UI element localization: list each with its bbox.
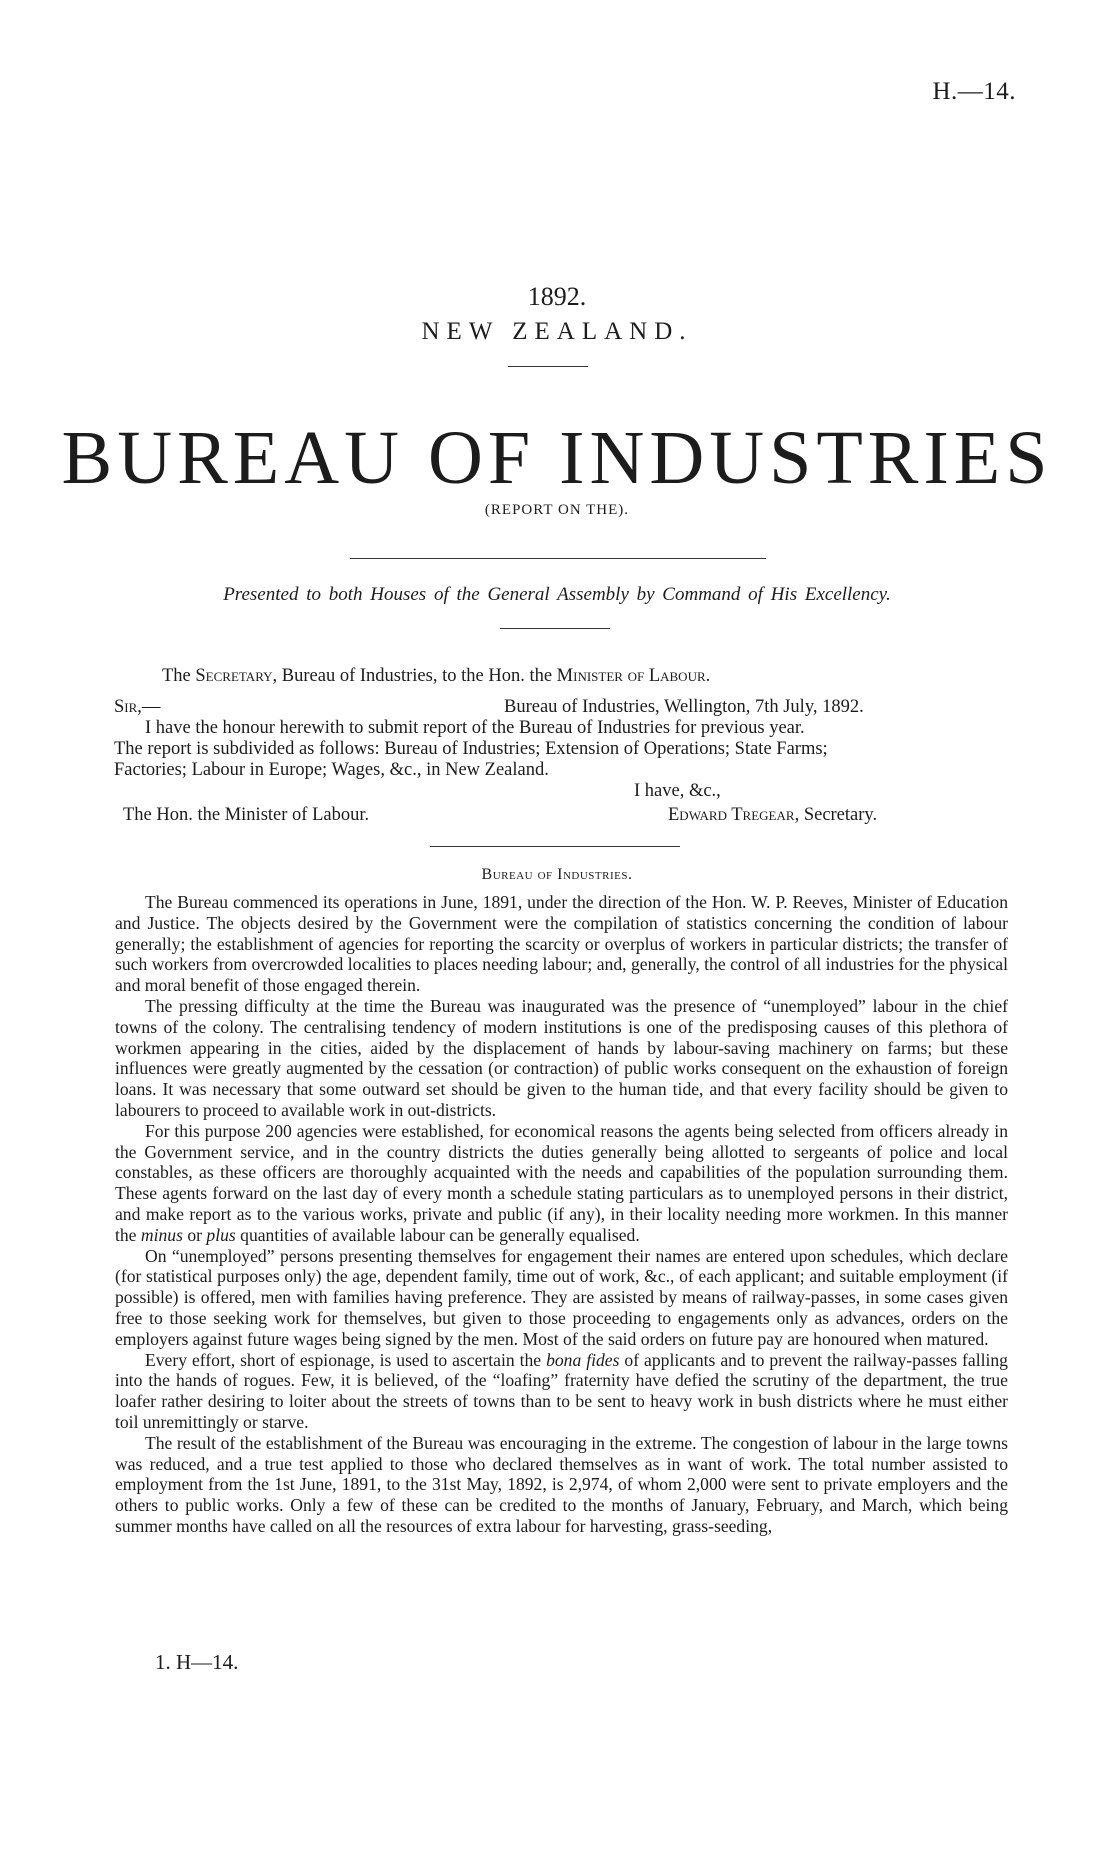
letter-body-line: The report is subdivided as follows: Bureau of Industries; Extension of Operations; State Farms; bbox=[114, 739, 828, 759]
divider bbox=[500, 628, 610, 629]
paper-reference-number: H.—14. bbox=[932, 78, 1016, 105]
letter-heading: The Secretary, Bureau of Industries, to the Hon. the Minister of Labour. bbox=[162, 666, 711, 686]
letter-closing: I have, &c., bbox=[634, 781, 721, 801]
divider bbox=[508, 366, 588, 367]
paragraph: The pressing difficulty at the time the Bureau was inaugurated was the presence of “unemployed” labour in the chief towns of the colony. The centralising tendency of modern institutions is one of the predisposing causes of this plethora of workmen appearing in the cities, aided by the displacement of hands by labour-saving machinery on farms; but these influences were greatly augmented by the cessation (or contraction) of public works consequent on the exhaustion of foreign loans. It was necessary that some outward set should be given to the human tide, and that every facility should be given to labourers to proceed to available work in out-districts. bbox=[115, 995, 1008, 1120]
paragraph: The Bureau commenced its operations in June, 1891, under the direction of the Hon. W. P. Reeves, Minister of Education and Justice. The objects desired by the Government were the compilation of statistics concerning the condition of labour generally; the establishment of agencies for reporting the scarcity or overplus of workers in particular districts; the transfer of such workers from overcrowded localities to places needing labour; and, generally, the control of all industries for the physical and moral benefit of those engaged therein. bbox=[115, 892, 1008, 996]
paragraph: The result of the establishment of the Bureau was encouraging in the extreme. The congestion of labour in the large towns was reduced, and a true test applied to those who declared themselves as in want of work. The total number assisted to employment from the 1st June, 1891, to the 31st May, 1892, is 2,974, of whom 2,000 were sent to private employers and the others to public works. Only a few of these can be credited to the months of January, February, and March, which being summer months have called on all the resources of extra labour for harvesting, grass-seeding, bbox=[115, 1432, 1008, 1536]
divider bbox=[430, 846, 680, 847]
country-heading: NEW ZEALAND. bbox=[421, 318, 693, 345]
letter-address: Bureau of Industries, Wellington, 7th July, 1892. bbox=[504, 697, 864, 717]
letter-recipient: The Hon. the Minister of Labour. bbox=[123, 805, 370, 825]
salutation: Sir,— bbox=[114, 697, 161, 717]
paragraph: For this purpose 200 agencies were established, for economical reasons the agents being selected from officers already in the Government service, and in the country districts the duties generally being allotted to sergeants of police and local constables, as these officers are thoroughly acquainted with the needs and capabilities of the population surrounding them. These agents forward on the last day of every month a schedule stating particulars as to unemployed persons in their district, and make report as to the various works, private and public (if any), in their locality needing more workmen. In this manner the minus or plus quantities of available labour can be generally equalised. bbox=[115, 1120, 1008, 1245]
paragraph: On “unemployed” persons presenting themselves for engagement their names are entered upon schedules, which declare (for statistical purposes only) the age, dependent family, time out of work, &c., of each applicant; and suitable employment (if possible) is offered, men with families having preference. They are assisted by means of railway-passes, in some cases given free to those seeking work for themselves, but given to those proceeding to engagements only as advances, orders on the employers against future wages being signed by the men. Most of the said orders on future pay are honoured when matured. bbox=[115, 1245, 1008, 1349]
presented-note: Presented to both Houses of the General Assembly by Command of His Excellency. bbox=[223, 584, 891, 605]
year: 1892. bbox=[527, 282, 587, 311]
letter-body-line: Factories; Labour in Europe; Wages, &c., in New Zealand. bbox=[114, 760, 549, 780]
page-footer: 1. H—14. bbox=[155, 1650, 239, 1674]
letter-signature: Edward Tregear, Secretary. bbox=[668, 805, 878, 825]
section-heading: Bureau of Industries. bbox=[481, 866, 633, 883]
divider bbox=[350, 558, 766, 559]
section-body bbox=[115, 892, 1008, 1537]
report-subtitle: (REPORT ON THE). bbox=[484, 502, 630, 518]
report-title: BUREAU OF INDUSTRIES bbox=[61, 416, 1053, 500]
paragraph: Every effort, short of espionage, is used to ascertain the bona fides of applicants and to prevent the railway-passes falling into the hands of rogues. Few, it is believed, of the “loafing” fraternity have defied the scrutiny of the department, the true loafer rather desiring to loiter about the streets of towns than to be sent to heavy work in bush districts where he must either toil unremittingly or starve. bbox=[115, 1349, 1008, 1432]
letter-body-line: I have the honour herewith to submit report of the Bureau of Industries for previous year. bbox=[145, 718, 805, 738]
